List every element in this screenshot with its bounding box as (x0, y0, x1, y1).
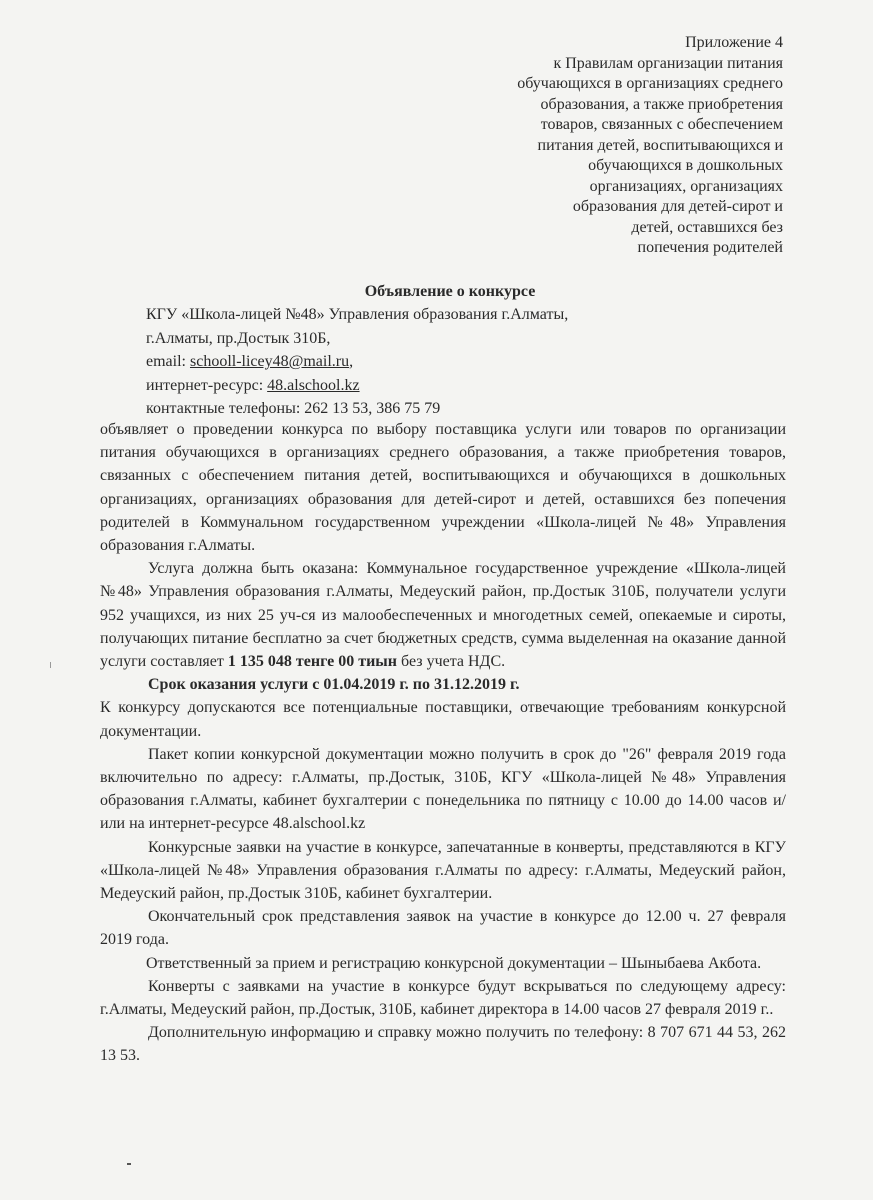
organizer-phones: контактные телефоны: 262 13 53, 386 75 79 (146, 400, 441, 417)
paragraph-term (100, 673, 786, 696)
organizer-email-line (146, 350, 568, 374)
scan-speck (50, 662, 51, 668)
appendix-line: обучающихся в дошкольных (588, 157, 783, 174)
appendix-line: образования для детей-сирот и (572, 198, 783, 215)
website-link[interactable]: 48.alschool.kz (267, 376, 360, 394)
scan-speck (127, 1163, 131, 1165)
paragraph-package: Пакет копии конкурсной документации можно получить в срок до "26" февраля 2019 года включительно по адресу: г.Алматы, пр.Достык, 310Б, КГУ «Школа-лицей №48» Управления образования г.Алматы, кабинет бухгалтерии с понедельника по пятницу с 10.00 до 14.00 часов и/или на интернет-ресурсе 48.alschool.kz (100, 745, 786, 833)
paragraph-responsible: Ответственный за прием и регистрацию конкурсной документации – Шыныбаева Акбота. (146, 954, 762, 972)
email-label: email: (146, 353, 190, 370)
service-text: Услуга должна быть оказана: Коммунальное государственное учреждение «Школа-лицей №48» Управления образования г.Алматы, Медеуский район, пр.Достык 310Б, получатели услуги 952 учащихся, из них 25 уч-ся из малообеспеченных и многодетных семей, опекаемые и сироты, получающих питание бесплатно за счет бюджетных средств, сумма выделенная на оказание данной услуги составляет (100, 560, 786, 671)
appendix-line: попечения родителей (637, 239, 783, 256)
organizer-website-line (146, 374, 568, 398)
document-title: Объявление о конкурсе (364, 283, 536, 300)
service-text-end: без учета НДС. (397, 653, 506, 671)
email-link[interactable]: schooll-licey48@mail.ru (189, 353, 350, 370)
term-text: Срок оказания услуги с 01.04.2019 г. по 31.12.2019 г. (148, 676, 520, 694)
paragraph-applications: Конкурсные заявки на участие в конкурсе, запечатанные в конверты, представляются в КГУ «Школа-лицей №48» Управления образования г.Алматы по адресу: г.Алматы, Медеуский район, Медеуский район, пр.Достык 310Б, кабинет бухгалтерии. (100, 838, 786, 903)
appendix-line: детей, оставшихся без (631, 218, 783, 236)
service-amount: 1 135 048 тенге 00 тиын (227, 653, 398, 671)
appendix-header (463, 33, 783, 259)
appendix-line: Приложение 4 (685, 34, 783, 51)
appendix-line: обучающихся в организациях среднего (517, 75, 783, 92)
organizer-address: г.Алматы, пр.Достык 310Б, (146, 329, 331, 347)
organizer-block (146, 303, 568, 421)
paragraph-deadline: Окончательный срок представления заявок на участие в конкурсе до 12.00 ч. 27 февраля 2019 года. (100, 908, 786, 949)
paragraph-admission: К конкурсу допускаются все потенциальные поставщики, отвечающие требованиям конкурсной документации. (100, 699, 786, 740)
email-suffix: , (349, 353, 354, 370)
paragraph-info: Дополнительную информацию и справку можно получить по телефону: 8 707 671 44 53, 262 13 53. (100, 1024, 786, 1065)
document-body (100, 418, 786, 1068)
paragraph-announce: объявляет о проведении конкурса по выбору поставщика услуги или товаров по организации питания обучающихся в организациях среднего образования, а также приобретения товаров, связанных с обеспечением питания детей, воспитывающихся и обучающихся в дошкольных организациях, организациях образования для детей-сирот и детей, оставшихся без попечения родителей в Коммунальном государственном учреждении «Школа-лицей №48» Управления образования г.Алматы. (100, 421, 786, 555)
appendix-line: товаров, связанных с обеспечением (540, 116, 783, 133)
appendix-line: организациях, организациях (589, 177, 783, 195)
paragraph-service (100, 557, 786, 673)
appendix-line: питания детей, воспитывающихся и (537, 136, 783, 154)
website-label: интернет-ресурс: (146, 376, 268, 394)
paragraph-opening: Конверты с заявками на участие в конкурсе будут вскрываться по следующему адресу: г.Алматы, Медеуский район, пр.Достык, 310Б, кабинет директора в 14.00 часов 27 февраля 2019 г.. (100, 977, 786, 1019)
appendix-line: образования, а также приобретения (540, 95, 783, 113)
organizer-name: КГУ «Школа-лицей №48» Управления образования г.Алматы, (146, 306, 569, 323)
appendix-line: к Правилам организации питания (553, 54, 783, 72)
